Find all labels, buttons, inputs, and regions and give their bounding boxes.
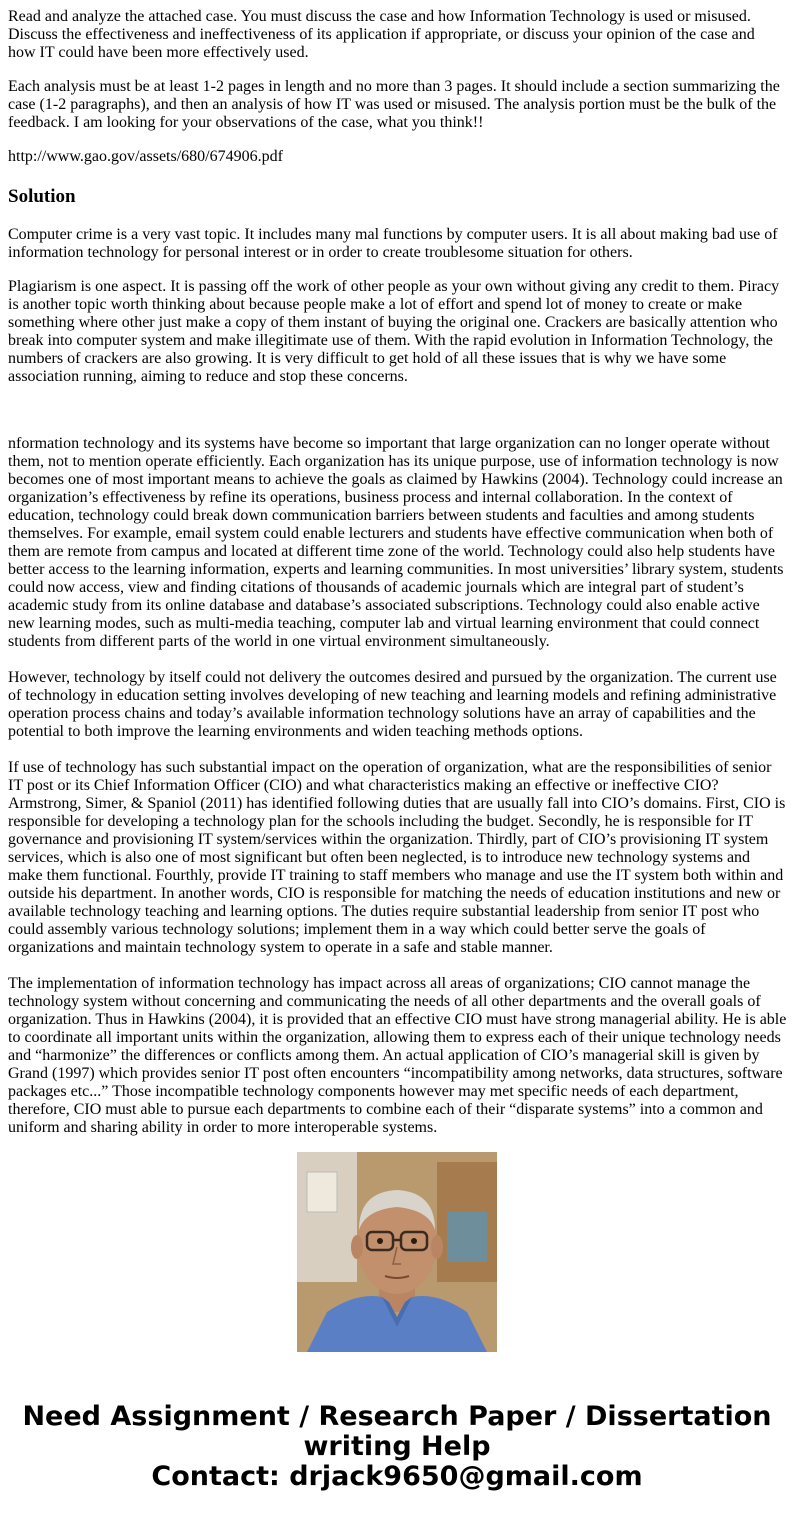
instructions-paragraph-2: Each analysis must be at least 1-2 pages in length and no more than 3 pages. It should include a section summarizing the case (1-2 paragraphs), and then an analysis of how IT was used or misused. The analysis portion must be the bulk of the feedback. I am looking for your observations of the case, what you think!!	[8, 78, 780, 131]
essay-paragraph-4: The implementation of information technology has impact across all areas of organizations; CIO cannot manage the technology system without concerning and communicating the needs of all other departments and the overall goals of organization. Thus in Hawkins (2004), it is provided that an effective CIO must have strong managerial ability. He is able to coordinate all important units within the organization, allowing them to express each of their unique technology needs and “harmonize” the differences or conflicts among them. An actual application of CIO’s managerial skill is given by Grand (1997) which provides senior IT post often encounters “incompatibility among networks, data structures, software packages etc...” Those incompatible technology components however may met specific needs of each department, therefore, CIO must able to pursue each departments to combine each of their “disparate systems” into a common and uniform and sharing ability in order to more interoperable systems.	[8, 975, 787, 1136]
solution-paragraph-1: Computer crime is a very vast topic. It includes many mal functions by computer users. It is all about making bad use of information technology for personal interest or in order to create troublesome situation for others.	[8, 226, 778, 261]
ad-line-2: writing Help	[303, 1431, 491, 1462]
ad-contact-line: Contact: drjack9650@gmail.com	[151, 1461, 643, 1492]
solution-paragraph-2: Plagiarism is one aspect. It is passing off the work of other people as your own without giving any credit to them. Piracy is another topic worth thinking about because people make a lot of effort and spend lot of money to create or make something where other just make a copy of them instant of buying the original one. Crackers are basically attention who break into computer system and make illegitimate use of them. With the rapid evolution in Information Technology, the numbers of crackers are also growing. It is very difficult to get hold of all these issues that is why we have some association running, aiming to reduce and stop these concerns.	[8, 278, 780, 385]
document-body	[8, 0, 786, 402]
advertisement-banner	[0, 1152, 794, 1523]
solution-heading: Solution	[8, 186, 76, 207]
essay-paragraph-2: However, technology by itself could not delivery the outcomes desired and pursued by the organization. The current use of technology in education setting involves developing of new teaching and learning models and refining administrative operation process chains and today’s available information technology solutions have an array of capabilities and the potential to both improve the learning environments and widen teaching methods options.	[8, 669, 777, 740]
case-link: http://www.gao.gov/assets/680/674906.pdf	[8, 148, 283, 165]
essay-paragraph-1: nformation technology and its systems have become so important that large organization can no longer operate without them, not to mention operate efficiently. Each organization has its unique purpose, use of information technology is now becomes one of most important means to achieve the goals as claimed by Hawkins (2004). Technology could increase an organization’s effectiveness by refine its operations, business process and internal collaboration. In the context of education, technology could break down communication barriers between students and faculties and among students themselves. For example, email system could enable lecturers and students have effective communication when both of them are remote from campus and located at different time zone of the world. Technology could also help students have better access to the learning information, experts and learning communities. In most universities’ library system, students could now access, view and finding citations of thousands of academic journals which are integral part of student’s academic study from its online database and database’s associated subscriptions. Technology could also enable active new learning modes, such as multi-media teaching, computer lab and virtual learning environment that could connect students from different parts of the world in one virtual environment simultaneously.	[8, 435, 784, 650]
avatar	[297, 1152, 497, 1352]
ad-line-1: Need Assignment / Research Paper / Dissertation	[22, 1401, 772, 1432]
essay-paragraph-3: If use of technology has such substantial impact on the operation of organization, what are the responsibilities of senior IT post or its Chief Information Officer (CIO) and what characteristics making an effective or ineffective CIO? Armstrong, Simer, & Spaniol (2011) has identified following duties that are usually fall into CIO’s domains. First, CIO is responsible for developing a technology plan for the schools including the budget. Secondly, he is responsible for IT governance and provisioning IT system/services within the organization. Thirdly, part of CIO’s provisioning IT system services, which is also one of most significant but often been neglected, is to introduce new technology systems and make them functional. Fourthly, provide IT training to staff members who manage and use the IT system both within and outside his department. In another words, CIO is responsible for matching the needs of education institutions and new or available technology teaching and learning options. The duties require substantial leadership from senior IT post who could assembly various technology solutions; implement them in a way which could better serve the goals of organizations and maintain technology system to operate in a safe and stable manner.	[8, 759, 786, 956]
ad-text	[0, 1402, 794, 1492]
instructions-paragraph-1: Read and analyze the attached case. You must discuss the case and how Information Technology is used or misused. Discuss the effectiveness and ineffectiveness of its application if appropriate, or discuss your opinion of the case and how IT could have been more effectively used.	[8, 8, 755, 61]
essay-section	[8, 435, 788, 1136]
portrait-image	[297, 1152, 497, 1352]
